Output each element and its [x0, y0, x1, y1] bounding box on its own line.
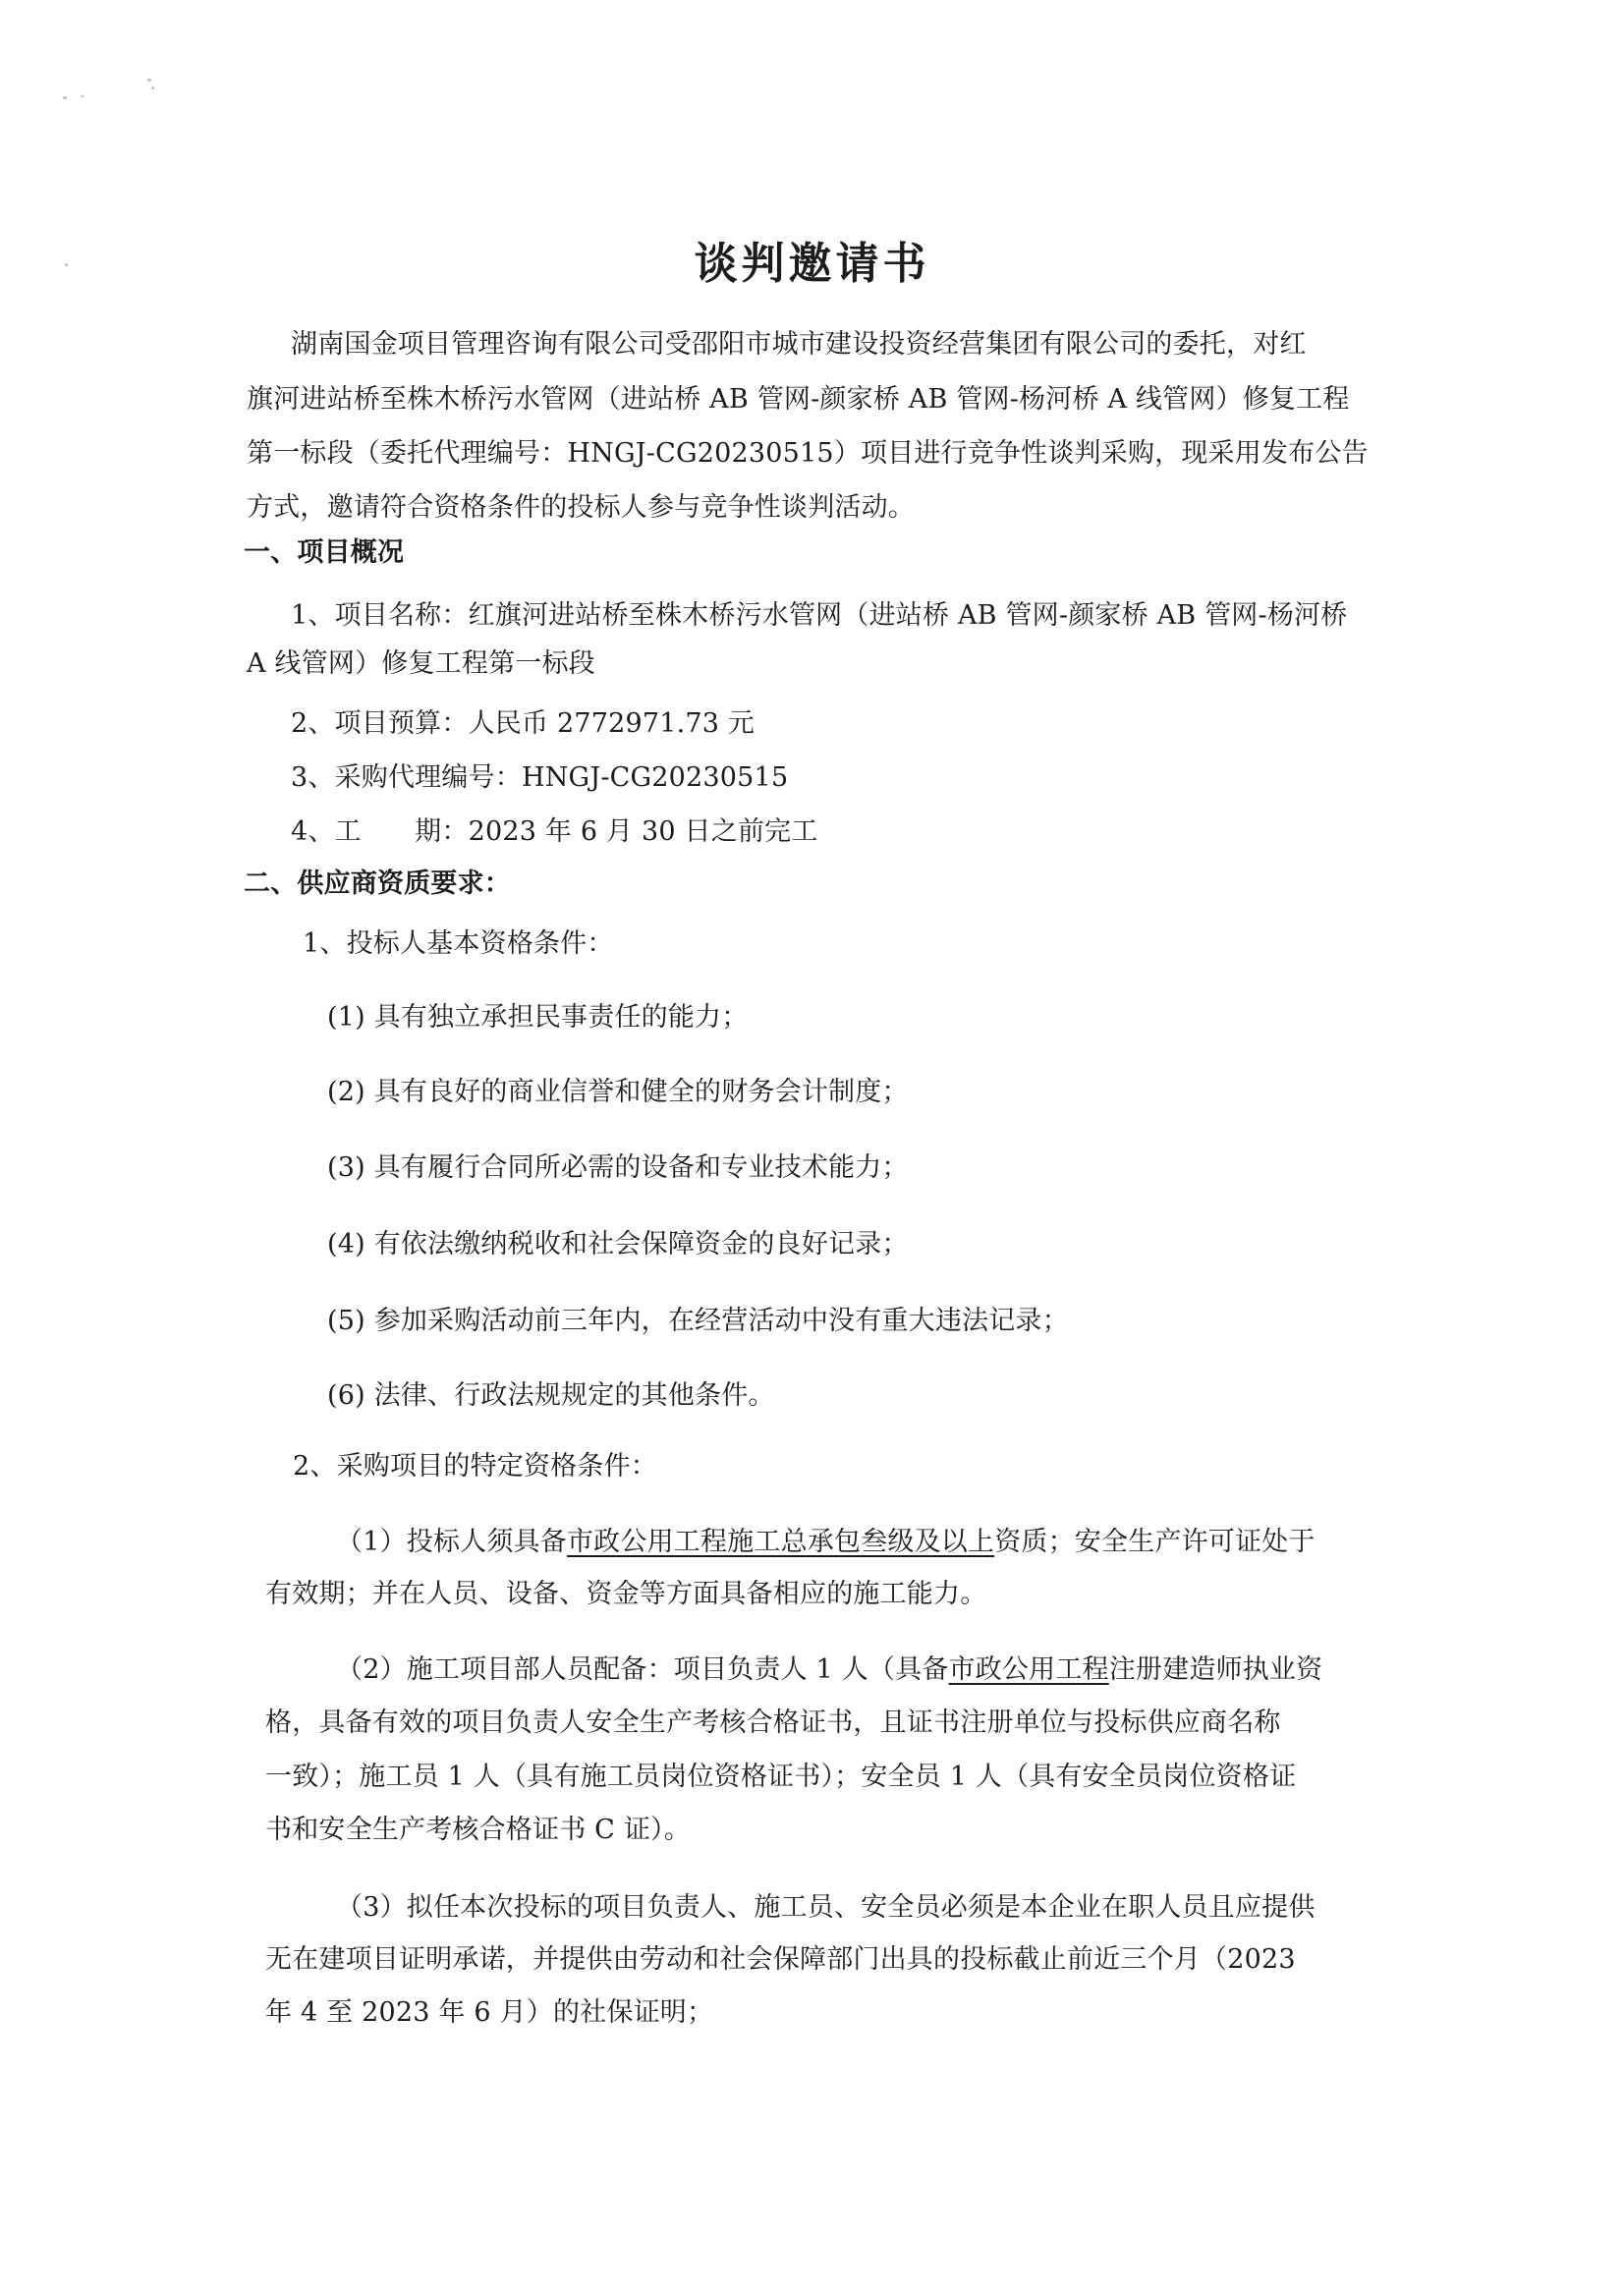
basic-requirement: (1) 具有独立承担民事责任的能力； [327, 1002, 749, 1033]
project-budget: 2、项目预算：人民币 2772971.73 元 [291, 708, 756, 739]
project-name-line: A 线管网）修复工程第一标段 [247, 648, 595, 679]
subsection-title: 2、采购项目的特定资格条件： [293, 1451, 657, 1482]
special-text: （1）投标人须具备 [336, 1527, 567, 1557]
scan-speck [151, 86, 154, 89]
scan-speck [63, 96, 67, 99]
special-requirement-3-cont: 年 4 至 2023 年 6 月）的社保证明； [265, 1997, 714, 2028]
intro-line: 第一标段（委托代理编号：HNGJ-CG20230515）项目进行竞争性谈判采购，现采用发布公告 [247, 438, 1369, 469]
section-heading: 一、项目概况 [244, 537, 405, 568]
special-text: （2）施工项目部人员配备：项目负责人 1 人（具备 [336, 1654, 949, 1685]
section-heading: 二、供应商资质要求： [244, 868, 511, 899]
intro-line: 湖南国金项目管理咨询有限公司受邵阳市城市建设投资经营集团有限公司的委托，对红 [291, 329, 1307, 360]
intro-line: 旗河进站桥至株木桥污水管网（进站桥 AB 管网-颜家桥 AB 管网-杨河桥 A 线管网）修复工程 [247, 384, 1350, 415]
document-title: 谈判邀请书 [694, 239, 930, 289]
basic-requirement: (5) 参加采购活动前三年内，在经营活动中没有重大违法记录； [327, 1306, 1069, 1336]
qualification-underlined: 市政公用工程 [948, 1654, 1109, 1685]
basic-requirement: (6) 法律、行政法规规定的其他条件。 [327, 1380, 775, 1411]
scan-speck [147, 79, 151, 82]
basic-requirement: (2) 具有良好的商业信誉和健全的财务会计制度； [327, 1077, 909, 1107]
special-requirement-3-cont: 无在建项目证明承诺，并提供由劳动和社会保障部门出具的投标截止前近三个月（2023 [265, 1944, 1296, 1975]
basic-requirement: (3) 具有履行合同所必需的设备和专业技术能力； [327, 1152, 909, 1183]
qualification-underlined: 市政公用工程施工总承包叁级及以上 [566, 1527, 995, 1557]
special-text: 注册建造师执业资 [1108, 1654, 1323, 1685]
intro-line: 方式，邀请符合资格条件的投标人参与竞争性谈判活动。 [247, 492, 915, 523]
basic-requirement: (4) 有依法缴纳税收和社会保障资金的良好记录； [327, 1229, 909, 1259]
special-requirement-1-cont: 有效期；并在人员、设备、资金等方面具备相应的施工能力。 [265, 1579, 987, 1609]
special-requirement-2-cont: 格，具备有效的项目负责人安全生产考核合格证书，且证书注册单位与投标供应商名称 [265, 1707, 1281, 1738]
special-requirement-2-cont: 一致）；施工员 1 人（具有施工员岗位资格证书）；安全员 1 人（具有安全员岗位资格证 [265, 1762, 1297, 1792]
agency-number: 3、采购代理编号：HNGJ-CG20230515 [291, 762, 789, 793]
scan-speck [81, 95, 84, 97]
special-requirement-2 [336, 1651, 1322, 1690]
special-requirement-2-cont: 书和安全生产考核合格证书 C 证）。 [265, 1815, 691, 1845]
special-requirement-1 [336, 1523, 1316, 1562]
special-text: 资质；安全生产许可证处于 [994, 1527, 1316, 1557]
project-name-line: 1、项目名称：红旗河进站桥至株木桥污水管网（进站桥 AB 管网-颜家桥 AB 管网-杨河桥 [291, 600, 1348, 631]
construction-period: 4、工 期：2023 年 6 月 30 日之前完工 [291, 816, 818, 847]
special-requirement-3: （3）拟任本次投标的项目负责人、施工员、安全员必须是本企业在职人员且应提供 [336, 1892, 1316, 1923]
subsection-title: 1、投标人基本资格条件： [303, 928, 614, 959]
